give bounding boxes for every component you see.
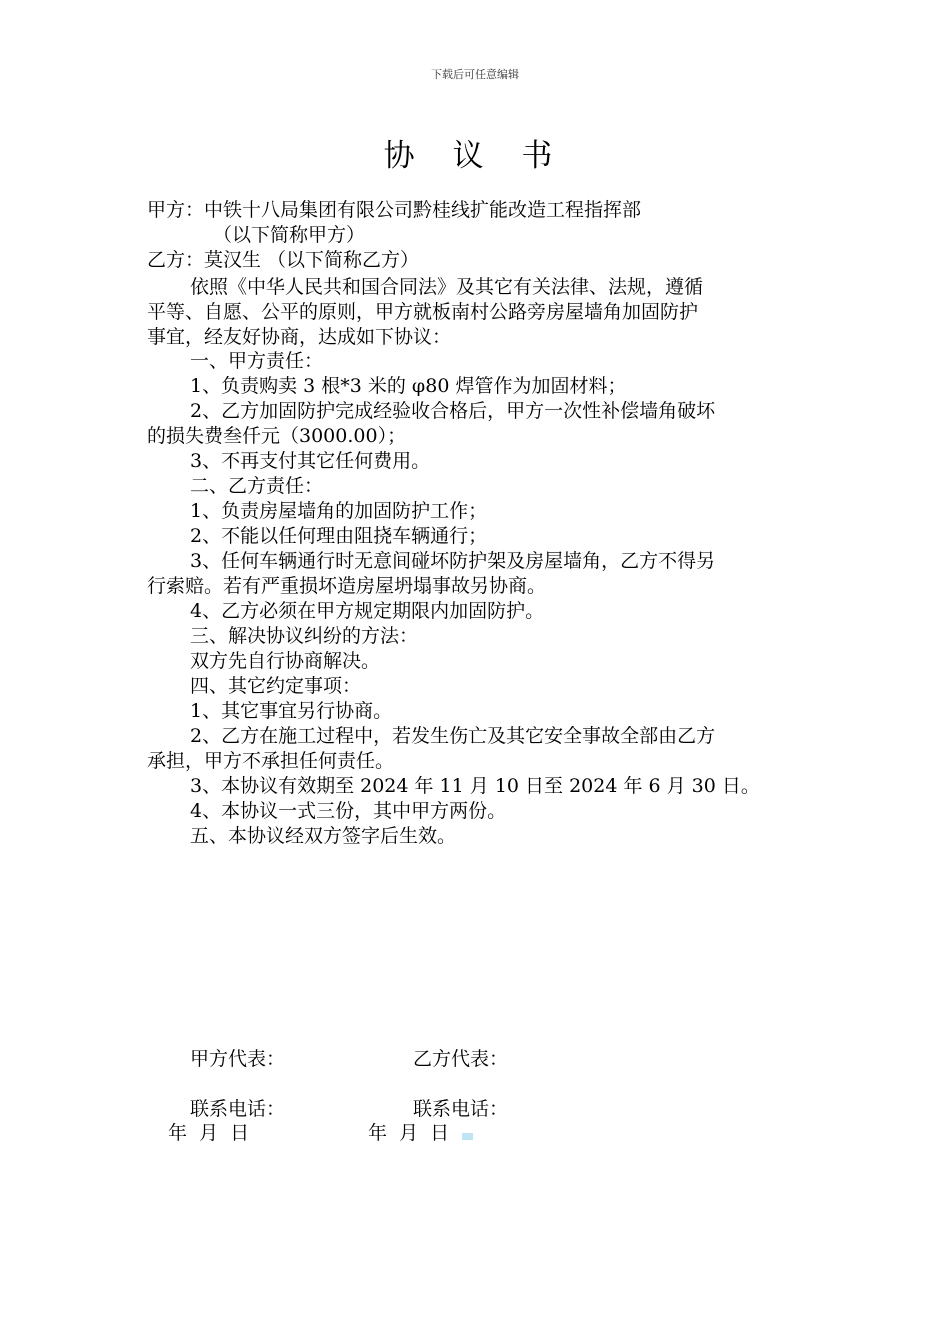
section-heading: 三、解决协议纠纷的方法： xyxy=(190,625,419,647)
clause-line: 2、乙方加固防护完成经验收合格后，甲方一次性补偿墙角破坏 xyxy=(190,400,716,422)
party-b-line: 乙方：莫汉生 （以下简称乙方） xyxy=(147,249,420,271)
clause-line: 行索赔。若有严重损坏造房屋坍塌事故另协商。 xyxy=(147,575,547,597)
header-note: 下载后可任意编辑 xyxy=(431,68,519,81)
clause-line: 承担，甲方不承担任何责任。 xyxy=(147,750,395,772)
clause-line: 3、任何车辆通行时无意间碰坏防护架及房屋墙角，乙方不得另 xyxy=(190,550,716,572)
party-a-abbrev: （以下简称甲方） xyxy=(213,224,366,246)
party-b-representative-label: 乙方代表： xyxy=(413,1048,509,1070)
paragraph-line: 平等、自愿、公平的原则，甲方就板南村公路旁房屋墙角加固防护 xyxy=(147,301,699,323)
clause-line: 3、本协议有效期至 2024 年 11 月 10 日至 2024 年 6 月 30 日。 xyxy=(190,775,760,797)
clause-line: 3、不再支付其它任何费用。 xyxy=(190,450,431,472)
clause-line: 1、其它事宜另行协商。 xyxy=(190,700,393,722)
paragraph-line: 依照《中华人民共和国合同法》及其它有关法律、法规，遵循 xyxy=(190,276,704,298)
party-b-date: 年 月 日 xyxy=(368,1122,450,1144)
clause-line: 4、乙方必须在甲方规定期限内加固防护。 xyxy=(190,600,545,622)
document-title: 协 议 书 xyxy=(383,138,567,174)
party-b-phone-label: 联系电话： xyxy=(413,1098,509,1120)
paragraph-line: 事宜，经友好协商，达成如下协议： xyxy=(147,326,452,348)
cursor-marker xyxy=(462,1133,473,1140)
section-heading: 五、本协议经双方签字后生效。 xyxy=(190,825,457,847)
clause-line: 1、负责购卖 3 根*3 米的 φ80 焊管作为加固材料； xyxy=(190,375,627,397)
clause-line: 2、不能以任何理由阻挠车辆通行； xyxy=(190,525,488,547)
clause-line: 的损失费叁仟元（3000.00）； xyxy=(147,425,407,447)
section-heading: 二、乙方责任： xyxy=(190,475,324,497)
clause-line: 2、乙方在施工过程中，若发生伤亡及其它安全事故全部由乙方 xyxy=(190,725,716,747)
section-heading: 四、其它约定事项： xyxy=(190,675,362,697)
party-a-phone-label: 联系电话： xyxy=(190,1098,286,1120)
clause-line: 1、负责房屋墙角的加固防护工作； xyxy=(190,500,488,522)
clause-line: 4、本协议一式三份，其中甲方两份。 xyxy=(190,800,507,822)
clause-line: 双方先自行协商解决。 xyxy=(190,650,381,672)
party-a-line: 甲方：中铁十八局集团有限公司黔桂线扩能改造工程指挥部 xyxy=(147,199,642,221)
section-heading: 一、甲方责任： xyxy=(190,350,324,372)
party-a-date: 年 月 日 xyxy=(168,1122,250,1144)
party-a-representative-label: 甲方代表： xyxy=(190,1048,286,1070)
